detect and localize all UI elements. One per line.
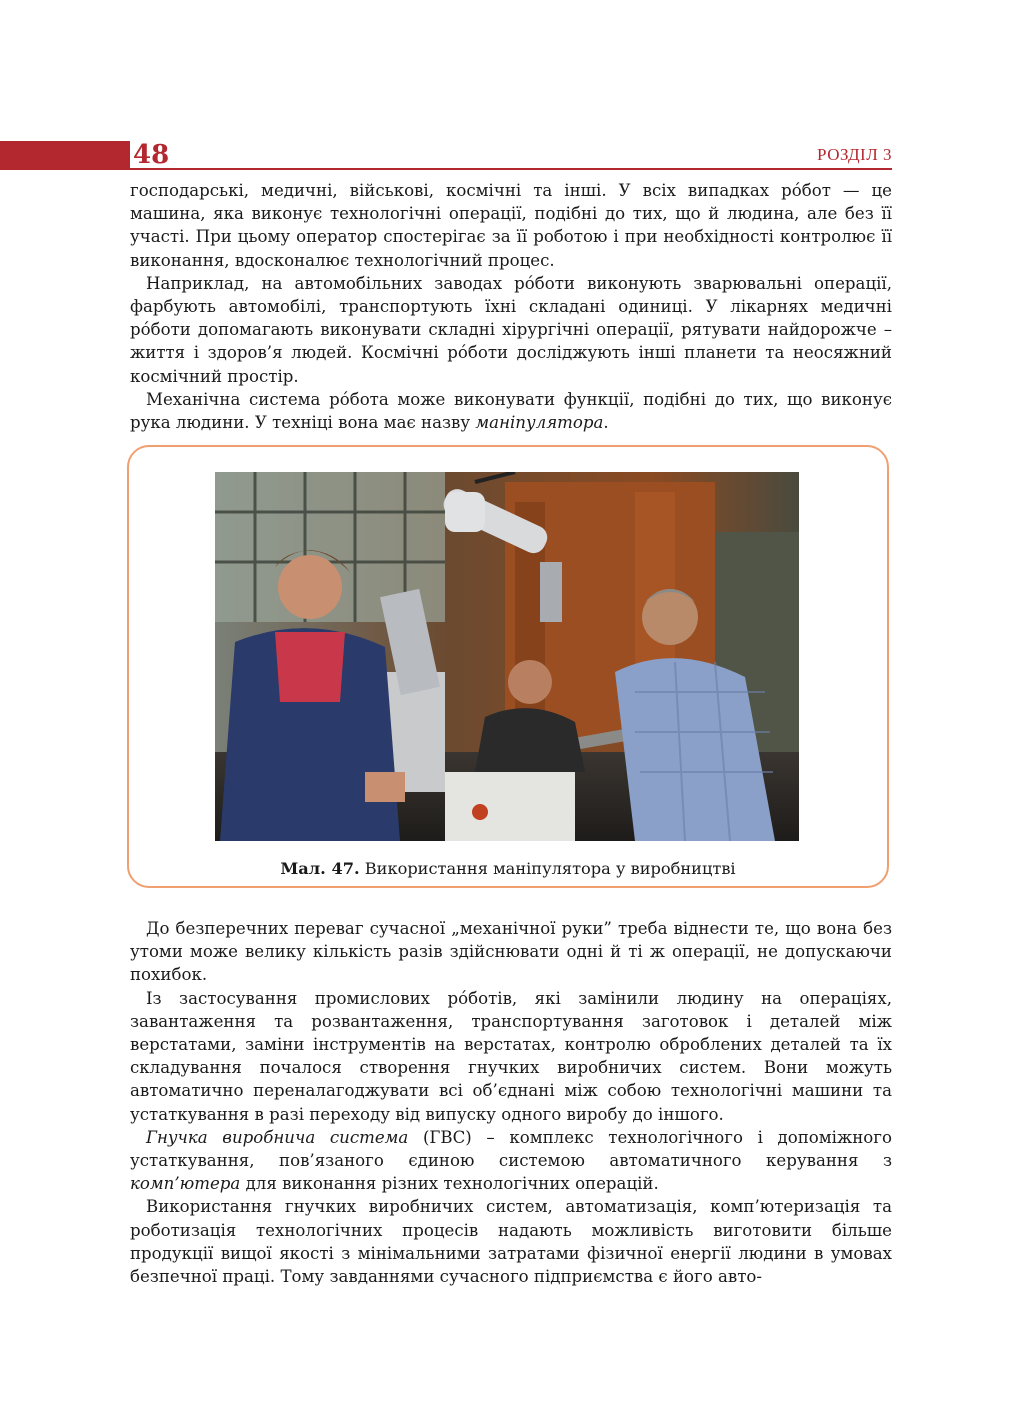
paragraph: Із застосування промислових рóботів, які замінили людину на операціях, завантаження та розвантаження, транспортування заготовок і деталей між верстатами, заміни інструментів на верстатах, контролю оброблених деталей та їх складування почалося створення гнучких виробничих систем. Вони можуть автоматично переналагоджувати всі об’єднані між собою технологічні машини та устаткування в разі переходу від випуску одного виробу до іншого. [130,988,892,1124]
figure-label: Мал. 47. [280,859,360,878]
paragraph-text: . [603,413,609,433]
bottom-text [130,917,892,1288]
term-gvs: Гнучка виробнича система [146,1127,409,1147]
paragraph: Наприклад, на автомобільних заводах рóботи виконують зварювальні операції, фарбують автомобілі, транспортують їхні складані одиниці. У лікарнях медичні рóботи допомагають виконувати складні хірургічні операції, рятувати найдорожче – життя і здоров’я людей. Космічні рóботи досліджують інші планети та неосяжний космічний простір. [130,273,892,386]
paragraph-text: для виконання різних технологічних операцій. [240,1174,659,1194]
term-manipulator: маніпулятора [475,413,604,433]
paragraph [130,1126,892,1196]
header-accent-bar [0,141,130,170]
paragraph-text: (ГВС) – комплекс технологічного і допоміжного устаткування, пов’язаного єдиною системою автоматичного керування з [130,1127,892,1171]
section-label: РОЗДІЛ 3 [817,145,892,164]
paragraph: господарські, медичні, військові, космічні та інші. У всіх випадках рóбот — це машина, яка виконує технологічні операції, подібні до тих, що й людина, але без її участі. При цьому оператор спостерігає за її роботою і при необхідності контролює її виконання, вдосконалює технологічний процес. [130,181,892,270]
paragraph: Використання гнучких виробничих систем, автоматизація, комп’ютеризація та роботизація технологічних процесів надають можливість виготовити більше продукції вищої якості з мінімальними затратами фізичної енергії людини в умовах безпечної праці. Тому завданнями сучасного підприємства є його авто- [130,1197,892,1287]
paragraph: До безперечних переваг сучасної „механічної руки” треба віднести те, що вона без утоми може велику кількість разів здійснювати одні й ті ж операції, не допускаючи похибок. [130,919,892,985]
paragraph [130,388,892,434]
header-rule [130,168,892,170]
photo-illustration [215,472,799,841]
figure-photo [215,472,799,841]
page-number: 48 [133,140,170,170]
figure-caption-text: Використання маніпулятора у виробництві [359,859,736,878]
term-computer: комп’ютера [130,1174,241,1194]
figure-caption [127,859,889,878]
paragraph-text: Механічна система рóбота може виконувати функції, подібні до тих, що виконує рука людини. У техніці вона має назву [130,389,892,433]
top-text [130,179,892,434]
